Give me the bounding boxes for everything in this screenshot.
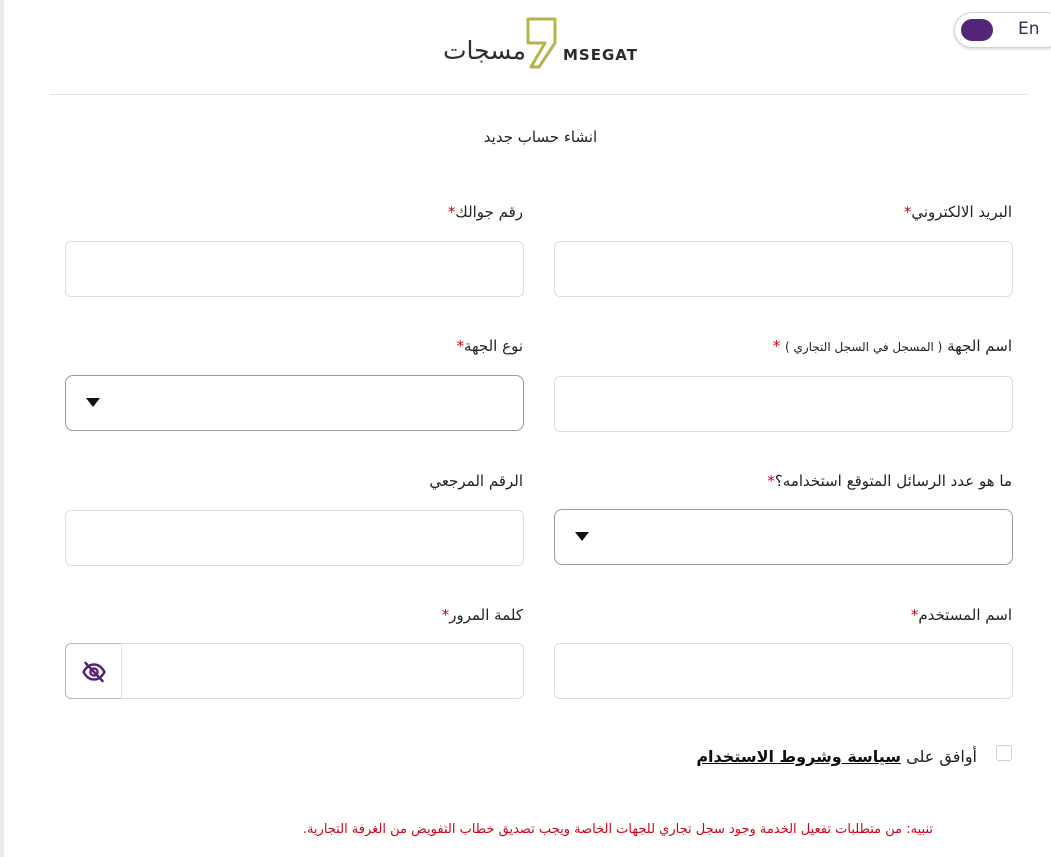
password-label: كلمة المرور* — [441, 606, 523, 624]
password-visibility-toggle[interactable] — [65, 643, 122, 699]
page-title: انشاء حساب جديد — [483, 128, 598, 146]
mobile-label: رقم جوالك* — [447, 203, 523, 221]
language-toggle[interactable] — [954, 12, 1051, 48]
reference-number-field[interactable] — [65, 510, 524, 566]
entity-type-select[interactable] — [65, 375, 524, 431]
password-group — [65, 643, 524, 699]
logo-english-text: MSEGAT — [563, 46, 638, 64]
logo-mark-icon — [525, 17, 559, 71]
entity-name-label: اسم الجهة ( المسجل في السجل التجاري ) * — [772, 337, 1012, 355]
expected-messages-label: ما هو عدد الرسائل المتوقع استخدامه؟* — [767, 472, 1012, 490]
dropdown-arrow-icon — [86, 398, 100, 407]
email-label: البريد الالكتروني* — [903, 203, 1012, 221]
reference-number-label: الرقم المرجعي — [429, 472, 523, 490]
terms-prefix: أوافق على — [906, 747, 977, 766]
terms-checkbox[interactable] — [996, 745, 1012, 761]
terms-link[interactable]: سياسة وشروط الاستخدام — [696, 747, 902, 766]
language-label: En — [1018, 19, 1040, 39]
terms-agreement — [696, 747, 977, 766]
password-field[interactable] — [121, 643, 524, 699]
logo-arabic-text: مسجات — [443, 36, 526, 65]
msegat-logo — [443, 16, 643, 72]
entity-name-field[interactable] — [554, 376, 1013, 432]
mobile-field[interactable] — [65, 241, 524, 297]
dropdown-arrow-icon — [575, 532, 589, 541]
entity-type-label: نوع الجهة* — [456, 337, 523, 355]
username-field[interactable] — [554, 643, 1013, 699]
header-divider — [50, 94, 1028, 95]
username-label: اسم المستخدم* — [910, 606, 1012, 624]
email-field[interactable] — [554, 241, 1013, 297]
toggle-knob — [961, 19, 993, 41]
notice-text: تنبيه: من متطلبات تفعيل الخدمة وجود سجل تجاري للجهات الخاصة ويجب تصديق خطاب التفويض من الغرفة التجارية. — [302, 822, 933, 837]
expected-messages-select[interactable] — [554, 509, 1013, 565]
eye-slash-icon — [82, 660, 106, 684]
